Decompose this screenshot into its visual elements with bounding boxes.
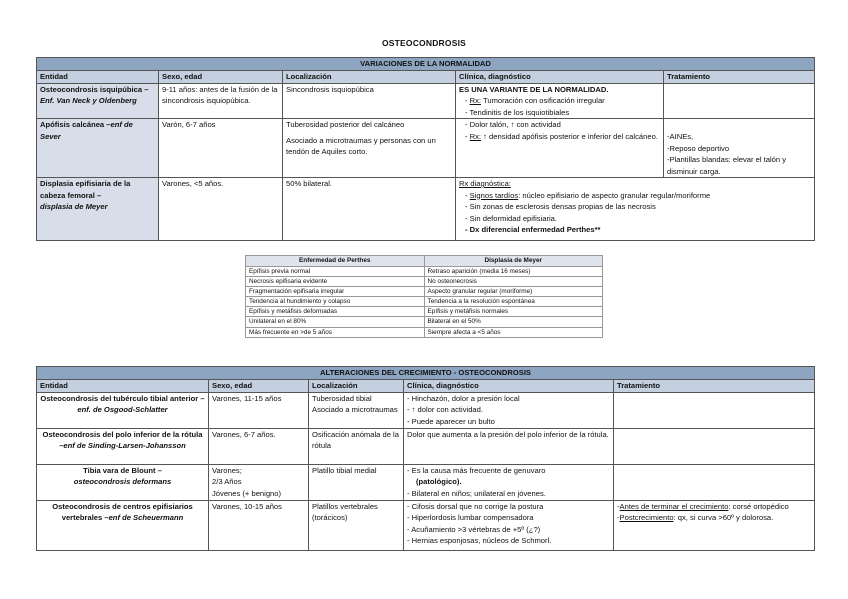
table-row: Necrosis epifisaria evidente No osteonecrosis bbox=[246, 277, 603, 287]
table-row: Epífisis previa normal Retraso aparición (media 16 meses) bbox=[246, 267, 603, 277]
location-cell: 50% bilateral. bbox=[283, 178, 456, 241]
sex-age-cell: Varón, 6-7 años bbox=[159, 119, 283, 178]
table-row bbox=[37, 83, 815, 119]
clinic-cell: ES UNA VARIANTE DE LA NORMALIDAD. - Rx: Tumoración con osificación irregular - Tendinitis de los isquiotibiales bbox=[456, 83, 664, 119]
table-row bbox=[37, 178, 815, 241]
column-header-sex-age: Sexo, edad bbox=[209, 380, 309, 393]
column-header-location: Localización bbox=[309, 380, 404, 393]
table-row bbox=[37, 428, 815, 464]
table-row bbox=[37, 119, 815, 178]
page-title: OSTEOCONDROSIS bbox=[381, 38, 467, 48]
entity-cell: Osteocondrosis del polo inferior de la rótula –enf de Sinding-Larsen-Johansson bbox=[37, 428, 209, 464]
treatment-cell: -Antes de terminar el crecimiento: corsé ortopédico -Postcrecimiento: qx, si curva >60º y dolorosa. bbox=[614, 500, 815, 550]
entity-cell: Apófisis calcánea –enf de Sever bbox=[37, 119, 159, 178]
location-cell: Sincondrosis isquiopúbica bbox=[283, 83, 456, 119]
clinic-cell: - Hinchazón, dolor a presión local - ↑ dolor con actividad. - Puede aparecer un bulto bbox=[404, 392, 614, 428]
location-cell: Platillo tibial medial bbox=[309, 464, 404, 500]
table-row: Fragmentación epifisaria irregular Aspecto granular regular (moriforme) bbox=[246, 287, 603, 297]
growth-alterations-table bbox=[36, 366, 815, 551]
clinic-cell: - Cifosis dorsal que no corrige la postura - Hiperlordosis lumbar compensadora - Acuñamiento >3 vértebras de +5º (¿?) - Hernias esponjosas, núcleos de Schmorl. bbox=[404, 500, 614, 550]
column-header-entity: Entidad bbox=[37, 380, 209, 393]
table-title: ALTERACIONES DEL CRECIMIENTO - OSTEOCONDROSIS bbox=[37, 367, 815, 380]
sex-age-cell: Varones, 10-15 años bbox=[209, 500, 309, 550]
table-row bbox=[37, 464, 815, 500]
treatment-cell bbox=[614, 428, 815, 464]
clinic-cell: - Dolor talón, ↑ con actividad - Rx: ↑ densidad apófisis posterior e inferior del calcáneo. bbox=[456, 119, 664, 178]
table-title: VARIACIONES DE LA NORMALIDAD bbox=[37, 58, 815, 71]
column-header-location: Localización bbox=[283, 71, 456, 84]
sex-age-cell: Varones, 6-7 años. bbox=[209, 428, 309, 464]
entity-cell: Osteocondrosis del tubérculo tibial anterior – enf. de Osgood-Schlatter bbox=[37, 392, 209, 428]
sex-age-cell: 9-11 años: antes de la fusión de la sincondrosis isquiopúbica. bbox=[159, 83, 283, 119]
clinic-cell: Rx diagnóstica: - Signos tardíos: núcleo epifisiario de aspecto granular regular/moriforme - Sin zonas de esclerosis densas propias de las necrosis - Sin deformidad epifisiaria. - Dx diferencial enfermedad Perthes** bbox=[456, 178, 815, 241]
normality-variations-table bbox=[36, 57, 815, 241]
location-cell: Platillos vertebrales (torácicos) bbox=[309, 500, 404, 550]
column-header-entity: Entidad bbox=[37, 71, 159, 84]
treatment-cell bbox=[664, 83, 815, 119]
sex-age-cell: Varones; 2/3 Años Jóvenes (+ benigno) bbox=[209, 464, 309, 500]
table-row: Unilateral en el 80% Bilateral en el 50% bbox=[246, 317, 603, 327]
clinic-cell: Dolor que aumenta a la presión del polo inferior de la rótula. bbox=[404, 428, 614, 464]
sex-age-cell: Varones, <5 años. bbox=[159, 178, 283, 241]
sex-age-cell: Varones, 11-15 años bbox=[209, 392, 309, 428]
table-row: Epífisis y metáfisis deformadas Epífisis y metáfisis normales bbox=[246, 307, 603, 317]
column-header-perthes: Enfermedad de Perthes bbox=[246, 256, 425, 267]
column-header-sex-age: Sexo, edad bbox=[159, 71, 283, 84]
clinic-cell: - Es la causa más frecuente de genuvaro (patológico). - Bilateral en niños; unilateral en jóvenes. bbox=[404, 464, 614, 500]
table-row bbox=[37, 500, 815, 550]
table-row: Tendencia al hundimiento y colapso Tendencia a la resolución espontánea bbox=[246, 297, 603, 307]
location-cell: Tuberosidad tibial Asociado a microtraumas bbox=[309, 392, 404, 428]
perthes-meyer-comparison-table bbox=[245, 255, 603, 338]
column-header-treatment: Tratamiento bbox=[664, 71, 815, 84]
entity-cell: Osteocondrosis isquipúbica –Enf. Van Neck y Oldenberg bbox=[37, 83, 159, 119]
location-cell: Tuberosidad posterior del calcáneo Asociado a microtraumas y personas con un tendón de Aquiles corto. bbox=[283, 119, 456, 178]
column-header-clinic: Clínica, diagnóstico bbox=[456, 71, 664, 84]
table-row: Más frecuente en >de 5 años Siempre afecta a <5 años bbox=[246, 327, 603, 337]
treatment-cell bbox=[614, 392, 815, 428]
entity-cell: Osteocondrosis de centros epifisiarios vertebrales –enf de Scheuermann bbox=[37, 500, 209, 550]
column-header-treatment: Tratamiento bbox=[614, 380, 815, 393]
column-header-meyer: Displasia de Meyer bbox=[424, 256, 603, 267]
entity-cell: Displasia epifisiaria de la cabeza femoral – displasia de Meyer bbox=[37, 178, 159, 241]
location-cell: Osificación anómala de la rótula bbox=[309, 428, 404, 464]
entity-cell: Tibia vara de Blount – osteocondrosis deformans bbox=[37, 464, 209, 500]
table-row bbox=[37, 392, 815, 428]
treatment-cell bbox=[614, 464, 815, 500]
treatment-cell: -AINEs, -Reposo deportivo -Plantillas blandas: elevar el talón y disminuir carga. bbox=[664, 119, 815, 178]
column-header-clinic: Clínica, diagnóstico bbox=[404, 380, 614, 393]
